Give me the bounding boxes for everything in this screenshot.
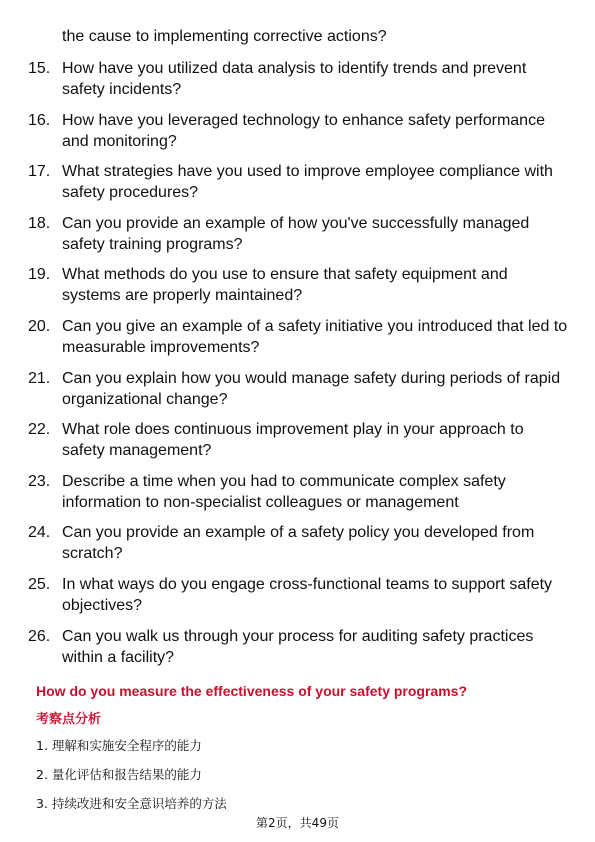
question-text: Can you provide an example of how you've successfully managed safety training programs?	[62, 214, 530, 253]
question-number: 21.	[28, 369, 51, 387]
question-number: 17.	[28, 163, 51, 181]
question-number: 16.	[28, 111, 51, 129]
question-text: How have you leveraged technology to enhance safety performance and monitoring?	[62, 111, 545, 150]
question-number: 26.	[28, 627, 51, 645]
question-number: 25.	[28, 575, 51, 593]
question-text: Can you walk us through your process for auditing safety practices within a facility?	[62, 627, 534, 666]
question-list	[28, 58, 568, 677]
question-item	[28, 213, 568, 255]
question-number: 22.	[28, 421, 51, 439]
analysis-heading: 考察点分析	[36, 712, 102, 727]
question-item	[28, 110, 568, 152]
question-text: What methods do you use to ensure that safety equipment and systems are properly maintained?	[62, 266, 508, 305]
question-item	[28, 471, 568, 513]
question-text: What strategies have you used to improve employee compliance with safety procedures?	[62, 163, 553, 202]
section-heading: How do you measure the effectiveness of your safety programs?	[36, 683, 468, 699]
question-item	[28, 626, 568, 668]
question-item	[28, 368, 568, 410]
question-14-continuation: the cause to implementing corrective actions?	[62, 28, 387, 45]
question-number: 18.	[28, 214, 51, 232]
analysis-point: 2. 量化评估和报告结果的能力	[36, 767, 202, 782]
question-item	[28, 419, 568, 461]
analysis-point: 1. 理解和实施安全程序的能力	[36, 738, 202, 753]
question-item	[28, 161, 568, 203]
question-item	[28, 264, 568, 306]
analysis-point: 3. 持续改进和安全意识培养的方法	[36, 796, 227, 811]
question-number: 20.	[28, 317, 51, 335]
question-item	[28, 574, 568, 616]
question-number: 24.	[28, 524, 51, 542]
page-footer: 第2页，共49页	[256, 816, 339, 830]
question-text: What role does continuous improvement play in your approach to safety management?	[62, 421, 524, 460]
question-number: 15.	[28, 60, 51, 77]
question-text: How have you utilized data analysis to identify trends and prevent safety incidents?	[62, 60, 527, 98]
question-text: Can you provide an example of a safety policy you developed from scratch?	[62, 524, 535, 563]
analysis-points	[36, 738, 227, 825]
question-text: In what ways do you engage cross-functional teams to support safety objectives?	[62, 575, 553, 614]
question-text: Can you give an example of a safety initiative you introduced that led to measurable improvements?	[62, 317, 568, 356]
question-text: Describe a time when you had to communicate complex safety information to non-specialist colleagues or management	[62, 472, 506, 511]
question-number: 23.	[28, 472, 51, 490]
question-text: Can you explain how you would manage safety during periods of rapid organizational change?	[62, 369, 561, 408]
question-number: 19.	[28, 266, 51, 284]
question-item	[28, 58, 568, 100]
question-item	[28, 316, 568, 358]
question-item	[28, 522, 568, 564]
